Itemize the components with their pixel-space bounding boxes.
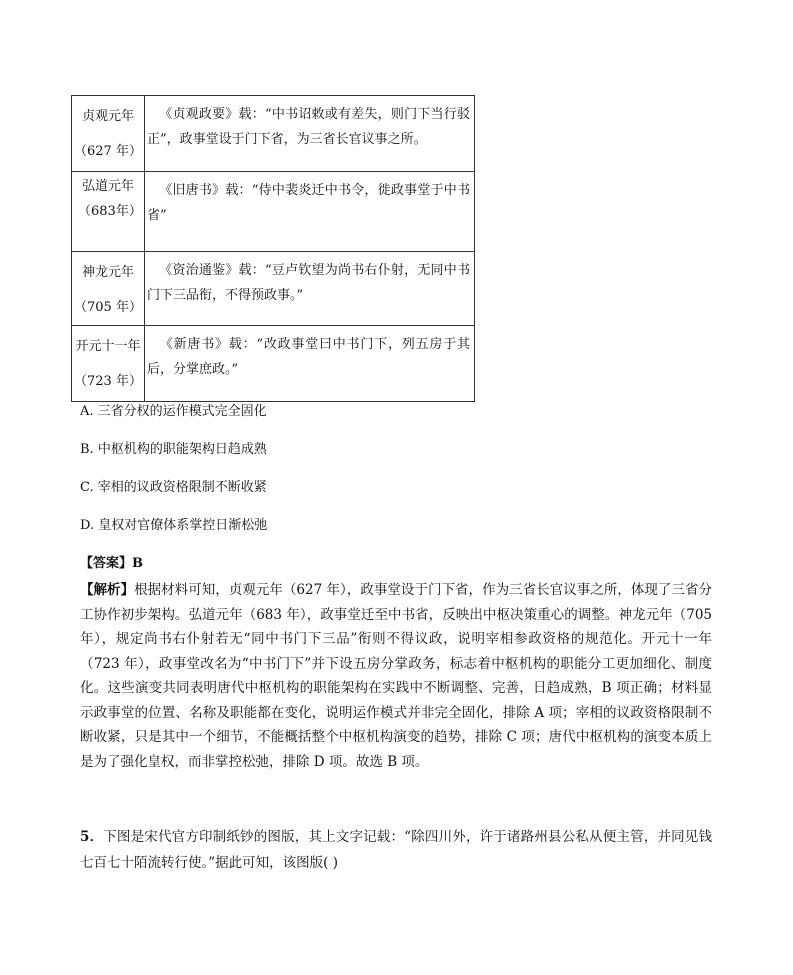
year-label: 贞观元年	[81, 109, 134, 124]
year-label: 开元十一年	[75, 339, 141, 354]
quote-text: 《资治通鉴》载：“豆卢钦望为尚书右仆射，无同中书门下三品衔，不得预政事。”	[147, 263, 470, 304]
year-label: 神龙元年	[81, 265, 134, 280]
analysis-text: 根据材料可知，贞观元年（627 年），政事堂设于门下省，作为三省长官议事之所，体现了三省分工协作初步架构。弘道元年（683 年），政事堂迁至中书省，反映出中枢决策重心的调整。神龙元年（705 年），规定尚书右仆射若无“同中书门下三品”衔则不得议政，说明宰相参政资格的规范化。开元十一年（723 年），政事堂改名为“中书门下”并下设五房分掌政务，标志着中枢机构的职能分工更加细化、制度化。这些演变共同表明唐代中枢机构的职能架构在实践中不断调整、完善，日趋成熟，B 项正确；材料显示政事堂的位置、名称及职能都在变化，说明运作模式并非完全固化，排除 A 项；宰相的议政资格限制不断收紧，只是其中一个细节，不能概括整个中枢机构演变的趋势，排除 C 项；唐代中枢机构的演变本质上是为了强化皇权，而非掌控松弛，排除 D 项。故选 B 项。	[80, 582, 712, 770]
analysis-paragraph	[80, 578, 712, 774]
question-5	[80, 824, 712, 876]
option-a: A. 三省分权的运作模式完全固化	[80, 404, 267, 419]
answer-line	[80, 552, 143, 571]
question-text: 下图是宋代官方印制纸钞的图版，其上文字记载：“除四川外，许于诸路州县公私从便主管，并同见钱七百七十陌流转行使。”据此可知，该图版( )	[80, 829, 712, 871]
quote-cell	[145, 172, 475, 252]
year-cell	[72, 96, 145, 172]
quote-cell	[145, 252, 475, 326]
year-label: 弘道元年（683年）	[78, 179, 142, 220]
year-ad: （627 年）	[74, 144, 142, 160]
quote-text: 《贞观政要》载：“中书诏敕或有差失，则门下当行驳正”，政事堂设于门下省，为三省长官议事之所。	[147, 107, 470, 148]
question-number: 5．	[80, 829, 104, 845]
year-ad: （723 年）	[74, 374, 142, 390]
table-row	[72, 96, 475, 172]
option-c: C. 宰相的议政资格限制不断收紧	[80, 480, 267, 495]
quote-cell	[145, 96, 475, 172]
option-d: D. 皇权对官僚体系掌控日渐松弛	[80, 518, 268, 533]
year-cell	[72, 172, 145, 252]
table-row	[72, 252, 475, 326]
year-cell	[72, 252, 145, 326]
historical-records-table	[71, 95, 475, 402]
answer-value: B	[132, 556, 144, 571]
quote-text: 《旧唐书》载：“侍中裴炎迁中书令，徙政事堂于中书省”	[147, 183, 470, 224]
table-row	[72, 326, 475, 402]
answer-options	[80, 402, 267, 554]
year-ad: （705 年）	[74, 300, 142, 316]
table-row	[72, 172, 475, 252]
quote-cell	[145, 326, 475, 402]
option-b: B. 中枢机构的职能架构日趋成熟	[80, 442, 267, 457]
analysis-label: 【解析】	[80, 582, 135, 598]
answer-label: 【答案】	[80, 556, 133, 571]
year-cell	[72, 326, 145, 402]
quote-text: 《新唐书》载：“改政事堂曰中书门下，列五房于其后，分掌庶政。”	[147, 337, 470, 378]
